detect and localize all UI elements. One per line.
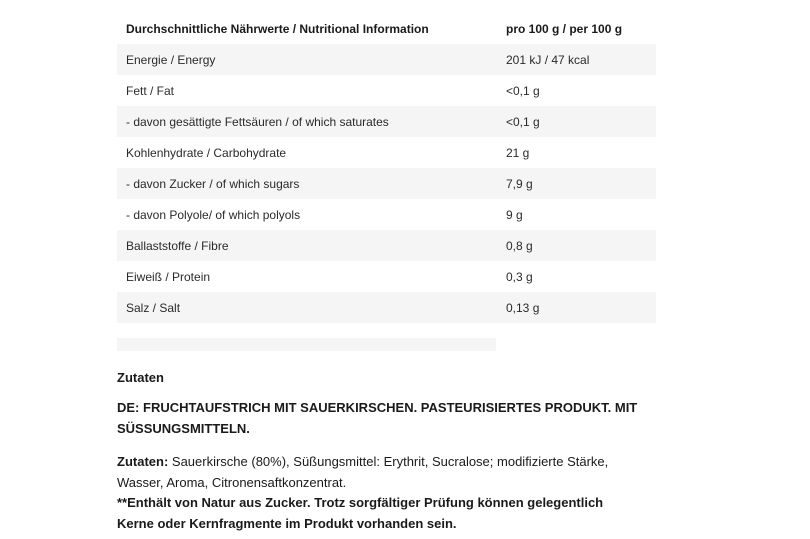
table-row	[117, 261, 656, 292]
nutrient-value: 9 g	[506, 207, 523, 222]
ingredients-list-text: Sauerkirsche (80%), Süßungsmittel: Erythrit, Sucralose; modifizierte Stärke,	[168, 454, 609, 469]
nutrition-header-value: pro 100 g / per 100 g	[506, 21, 623, 36]
table-row	[117, 44, 656, 75]
nutrient-label: Eiweiß / Protein	[126, 269, 211, 284]
nutrient-label: Fett / Fat	[126, 83, 175, 98]
ingredients-note	[117, 492, 657, 534]
ingredients-list	[117, 451, 657, 493]
ingredients-note-line: **Enthält von Natur aus Zucker. Trotz sorgfältiger Prüfung können gelegentlich	[117, 495, 604, 510]
nutrition-table	[117, 13, 656, 323]
nutrient-label: - davon Zucker / of which sugars	[126, 176, 300, 191]
nutrient-value: 0,3 g	[506, 269, 533, 284]
ingredients-list-line	[117, 451, 657, 472]
nutrient-label: Energie / Energy	[126, 52, 216, 67]
table-row	[117, 230, 656, 261]
nutrient-value: 21 g	[506, 145, 530, 160]
product-description-line: DE: FRUCHTAUFSTRICH MIT SAUERKIRSCHEN. PASTEURISIERTES PRODUKT. MIT	[117, 400, 638, 415]
nutrient-value: 0,8 g	[506, 238, 533, 253]
nutrition-header-label: Durchschnittliche Nährwerte / Nutritional Information	[126, 21, 429, 36]
nutrient-label: Kohlenhydrate / Carbohydrate	[126, 145, 287, 160]
ingredients-note-line: Kerne oder Kernfragmente im Produkt vorhanden sein.	[117, 516, 457, 531]
ingredients-list-label: Zutaten:	[117, 454, 169, 469]
nutrient-value: <0,1 g	[506, 83, 540, 98]
table-row	[117, 75, 656, 106]
nutrient-value: 0,13 g	[506, 300, 540, 315]
product-description	[117, 397, 657, 439]
nutrient-value: 201 kJ / 47 kcal	[506, 52, 590, 67]
nutrient-value: <0,1 g	[506, 114, 540, 129]
nutrient-label: - davon Polyole/ of which polyols	[126, 207, 301, 222]
nutrition-header-row	[117, 13, 656, 44]
table-footer-bar	[117, 338, 496, 351]
table-row	[117, 199, 656, 230]
nutrient-label: - davon gesättigte Fettsäuren / of which saturates	[126, 114, 389, 129]
ingredients-title: Zutaten	[117, 370, 164, 385]
table-row	[117, 292, 656, 323]
table-row	[117, 137, 656, 168]
nutrient-label: Ballaststoffe / Fibre	[126, 238, 229, 253]
table-row	[117, 106, 656, 137]
nutrient-value: 7,9 g	[506, 176, 533, 191]
nutrient-label: Salz / Salt	[126, 300, 181, 315]
product-description-line: SÜSSUNGSMITTELN.	[117, 421, 250, 436]
ingredients-list-line: Wasser, Aroma, Citronensaftkonzentrat.	[117, 475, 347, 490]
table-row	[117, 168, 656, 199]
